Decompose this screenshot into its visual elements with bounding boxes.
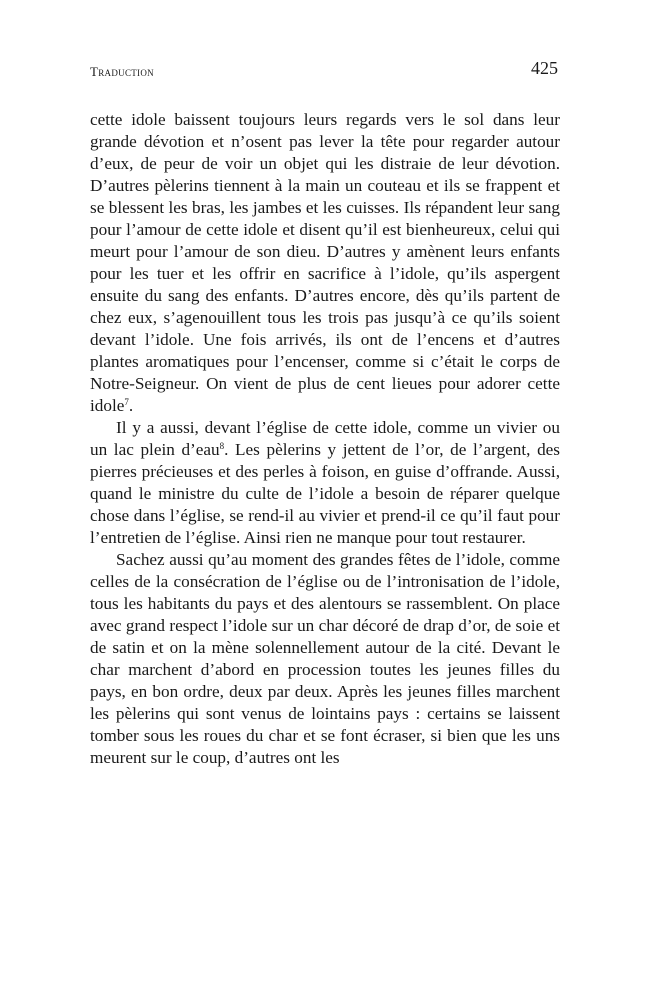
running-head bbox=[90, 58, 560, 84]
text-run: Sachez aussi qu’au moment des grandes fêtes de l’idole, comme celles de la consécration de l’église ou de l’intronisation de l’idole, tous les habitants du pays et des alentours se rassemblent. On place avec grand respect l’idole sur un char décoré de drap d’or, de soie et de satin et on la mène solennellement autour de la cité. Devant le char marchent d’abord en procession toutes les jeunes filles du pays, en bon ordre, deux par deux. Après les jeunes filles marchent les pèlerins qui sont venus de lointains pays : certains se laissent tomber sous les roues du char et se font écraser, si bien que les uns meurent sur le coup, d’autres ont les bbox=[90, 550, 560, 767]
text-run: Il y a aussi, devant l’église de cette idole, comme un vivier ou un lac plein d’eau bbox=[90, 418, 560, 459]
footnote-ref[interactable]: 7 bbox=[124, 397, 129, 407]
footnote-ref[interactable]: 8 bbox=[219, 441, 225, 451]
page-number: 425 bbox=[531, 58, 558, 78]
text-run: cette idole baissent toujours leurs regards vers le sol dans leur grande dévotion et n’osent pas lever la tête pour regarder autour d’eux, de peur de voir un objet qui les distraie de leur dévotion. D’autres pèlerins tiennent à la main un couteau et ils se frappent et se blessent les bras, les jambes et les cuisses. Ils répandent leur sang pour l’amour de cette idole et disent qu’il est bienheureux, celui qui meurt pour l’amour de son dieu. D’autres y amènent leurs enfants pour les tuer et les offrir en sacrifice à l’idole, qu’ils aspergent ensuite du sang des enfants. D’autres encore, dès qu’ils partent de chez eux, s’agenouillent tous les trois pas jusqu’à ce qu’ils soient devant l’idole. Une fois arrivés, ils ont de l’encens et d’autres plantes aromatiques pour l’encenser, comme si c’était le corps de Notre-Seigneur. On vient de plus de cent lieues pour adorer cette idole bbox=[90, 110, 560, 415]
running-title: Traduction bbox=[90, 64, 154, 79]
book-page bbox=[90, 58, 560, 769]
text-run: . Les pèlerins y jettent de l’or, de l’argent, des pierres précieuses et des perles à foison, en guise d’offrande. Aussi, quand le ministre du culte de l’idole a besoin de réparer quelque chose dans l’église, se rend-il au vivier et prend-il ce qu’il faut pour l’entretien de l’église. Ainsi rien ne manque pour tout restaurer. bbox=[90, 440, 560, 547]
text-body bbox=[90, 109, 560, 769]
paragraph bbox=[90, 549, 560, 769]
paragraph bbox=[90, 109, 560, 417]
paragraph bbox=[90, 417, 560, 549]
text-run: . bbox=[128, 396, 134, 415]
